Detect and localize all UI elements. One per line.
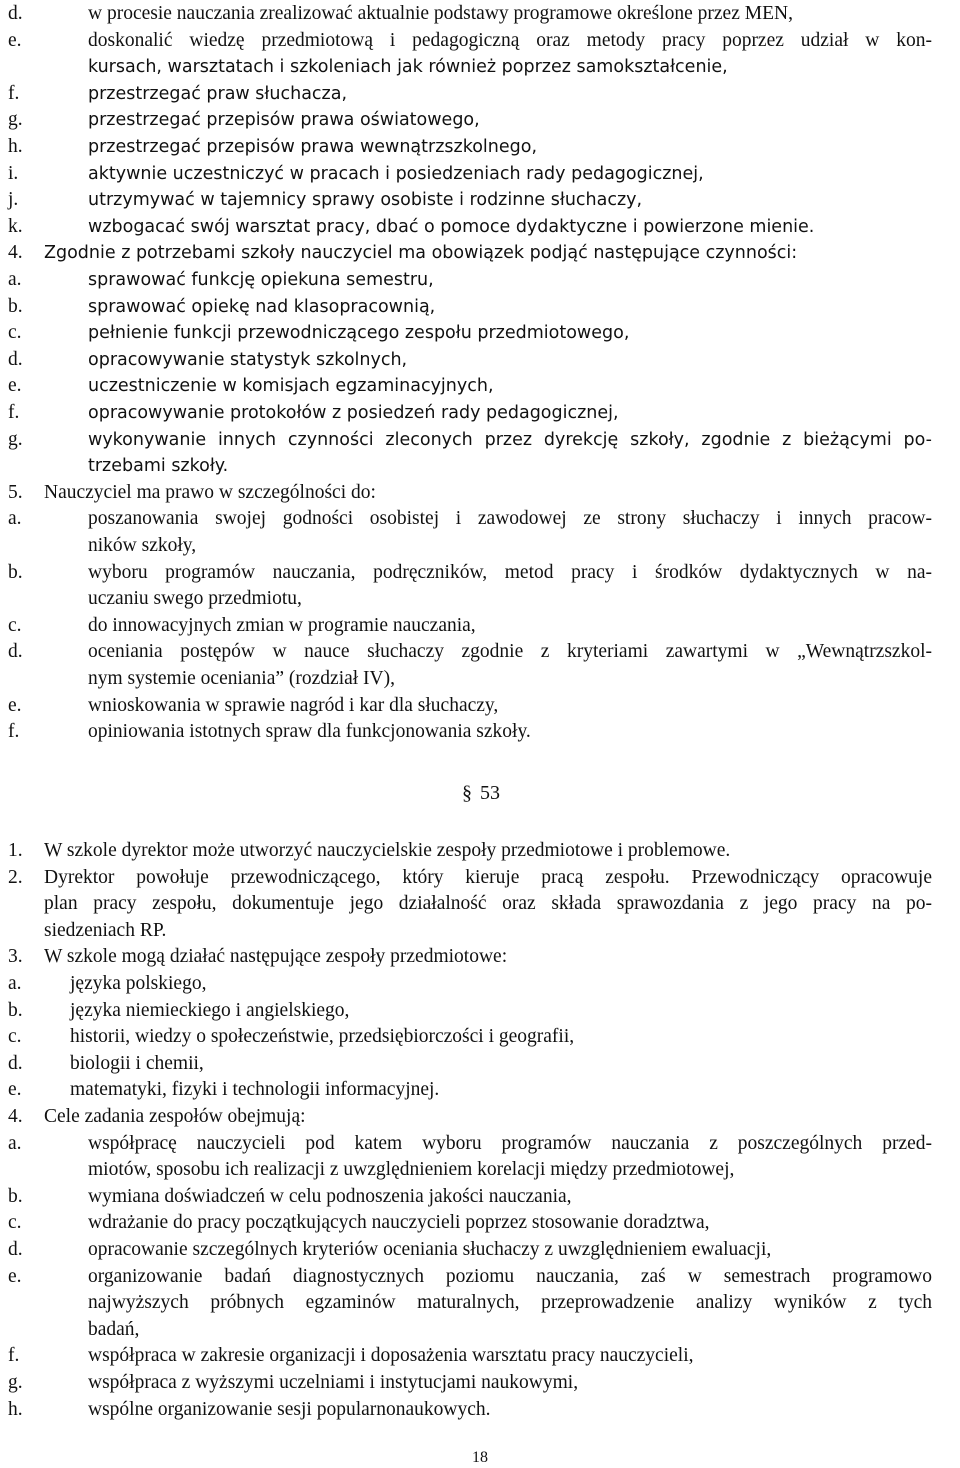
section-number: 53 — [480, 782, 500, 804]
list-item — [0, 427, 960, 453]
item-label: 4. — [8, 242, 23, 264]
item-text: sprawować opiekę nad klasopracownią, — [88, 296, 436, 317]
item-text: opracowywanie protokołów z posiedzeń rady pedagogicznej, — [88, 403, 619, 423]
item-text: do innowacyjnych zmian w programie nauczania, — [88, 614, 476, 636]
page-number: 18 — [472, 1449, 488, 1466]
list-item — [0, 666, 960, 692]
list-item — [0, 267, 960, 293]
item-label: c. — [8, 614, 22, 636]
list-item — [0, 1290, 960, 1316]
item-text: opracowywanie statystyk szkolnych, — [88, 349, 408, 370]
item-label: b. — [8, 1185, 23, 1207]
item-label: e. — [8, 375, 22, 397]
item-label: d. — [8, 348, 23, 370]
list-item — [0, 1077, 960, 1103]
list-item — [0, 1397, 960, 1423]
item-text: opracowanie szczególnych kryteriów oceniania słuchaczy z uwzględnieniem ewaluacji, — [88, 1239, 772, 1260]
list-item — [0, 1131, 960, 1157]
item-text: doskonalić wiedzę przedmiotową i pedagogiczną oraz metody pracy poprzez udział w kon- — [88, 29, 932, 51]
item-text: siedzeniach RP. — [44, 919, 167, 941]
item-label: b. — [8, 999, 23, 1021]
item-text: współpraca w zakresie organizacji i doposażenia warsztatu pracy nauczycieli, — [88, 1345, 694, 1367]
item-text: przestrzegać przepisów prawa oświatowego, — [88, 110, 480, 131]
list-item — [0, 506, 960, 532]
item-text: kursach, warsztatach i szkoleniach jak również poprzez samokształcenie, — [88, 57, 728, 78]
item-text: biologii i chemii, — [70, 1052, 204, 1074]
item-label: f. — [8, 721, 20, 743]
item-text: wdrażanie do pracy początkujących nauczycieli poprzez stosowanie doradztwa, — [88, 1212, 710, 1234]
item-label: f. — [8, 402, 20, 423]
list-item — [0, 560, 960, 586]
list-item — [0, 1343, 960, 1369]
list-item — [0, 944, 960, 970]
item-label: k. — [8, 215, 23, 237]
item-label: 5. — [8, 481, 23, 503]
item-text: Zgodnie z potrzebami szkoły nauczyciel ma obowiązek podjąć następujące czynności: — [44, 243, 798, 264]
list-item — [0, 998, 960, 1024]
list-item — [0, 613, 960, 639]
item-label: 2. — [8, 866, 23, 888]
item-text: wyboru programów nauczania, podręczników, metod pracy i środków dydaktycznych w na- — [88, 561, 932, 583]
item-label: a. — [8, 269, 22, 290]
item-text: Nauczyciel ma prawo w szczególności do: — [44, 481, 376, 503]
item-label: 3. — [8, 946, 23, 968]
item-text: uczaniu swego przedmiotu, — [88, 588, 302, 610]
item-text: trzebami szkoły. — [88, 456, 229, 477]
item-text: przestrzegać praw słuchacza, — [88, 83, 348, 104]
list-item — [0, 134, 960, 160]
item-text: aktywnie uczestniczyć w pracach i posiedzeniach rady pedagogicznej, — [88, 163, 704, 184]
item-text: wnioskowania w sprawie nagród i kar dla słuchaczy, — [88, 694, 499, 716]
item-text: miotów, sposobu ich realizacji z uwzględnieniem korelacji między przedmiotowej, — [88, 1159, 735, 1181]
list-item — [0, 28, 960, 54]
item-label: c. — [8, 1212, 22, 1234]
item-text: plan pracy zespołu, dokumentuje jego działalność oraz składa sprawozdania z jego pracy na po- — [44, 893, 932, 915]
item-label: e. — [8, 1265, 22, 1287]
item-text: oceniania postępów w nauce słuchaczy zgodnie z kryteriami zawartymi w „Wewnątrzszkol- — [88, 641, 932, 663]
item-label: a. — [8, 508, 22, 530]
item-text: badań, — [88, 1318, 140, 1340]
item-text: współpracę nauczycieli pod katem wyboru programów nauczania z poszczególnych przed- — [88, 1132, 932, 1154]
list-item — [0, 1317, 960, 1343]
list-item — [0, 453, 960, 479]
item-label: c. — [8, 1026, 22, 1048]
list-item — [0, 107, 960, 133]
item-text: utrzymywać w tajemnicy sprawy osobiste i rodzinne słuchaczy, — [88, 190, 643, 211]
item-text: W szkole mogą działać następujące zespoły przedmiotowe: — [44, 946, 508, 968]
list-item — [0, 480, 960, 506]
list-item — [0, 54, 960, 80]
list-item — [0, 865, 960, 891]
item-text: języka niemieckiego i angielskiego, — [70, 999, 350, 1021]
item-text: przestrzegać przepisów prawa wewnątrzszkolnego, — [88, 137, 538, 157]
item-label: c. — [8, 322, 22, 344]
item-label: g. — [8, 428, 23, 450]
item-label: f. — [8, 1345, 20, 1367]
list-item — [0, 240, 960, 266]
list-item — [0, 347, 960, 373]
item-text: najwyższych próbnych egzaminów maturalnych, przeprowadzenie analizy wyników z tych — [88, 1292, 932, 1314]
item-text: wzbogacać swój warsztat pracy, dbać o pomoce dydaktyczne i powierzone mienie. — [88, 216, 815, 237]
item-text: ników szkoły, — [88, 535, 197, 556]
item-label: d. — [8, 1052, 23, 1074]
list-item — [0, 161, 960, 187]
list-item — [0, 320, 960, 346]
item-label: h. — [8, 1398, 23, 1420]
item-text: Dyrektor powołuje przewodniczącego, który kieruje pracą zespołu. Przewodniczący opracowuje — [44, 866, 932, 888]
item-label: f. — [8, 82, 20, 104]
item-label: e. — [8, 29, 22, 51]
item-label: a. — [8, 1132, 22, 1154]
item-text: uczestniczenie w komisjach egzaminacyjnych, — [88, 376, 494, 397]
item-text: w procesie nauczania zrealizować aktualnie podstawy programowe określone przez MEN, — [88, 3, 793, 24]
item-label: e. — [8, 1079, 22, 1101]
item-label: 1. — [8, 840, 23, 861]
item-text: historii, wiedzy o społeczeństwie, przedsiębiorczości i geografii, — [70, 1026, 575, 1048]
list-item — [0, 294, 960, 320]
item-label: b. — [8, 561, 23, 583]
list-item — [0, 693, 960, 719]
item-label: h. — [8, 136, 23, 157]
list-item — [0, 971, 960, 997]
item-label: d. — [8, 3, 23, 24]
item-text: pełnienie funkcji przewodniczącego zespołu przedmiotowego, — [88, 323, 630, 344]
item-label: i. — [8, 162, 19, 184]
item-text: organizowanie badań diagnostycznych poziomu nauczania, zaś w semestrach programowo — [88, 1265, 932, 1287]
list-item — [0, 1370, 960, 1396]
list-item — [0, 838, 960, 864]
item-text: W szkole dyrektor może utworzyć nauczycielskie zespoły przedmiotowe i problemowe. — [44, 840, 731, 861]
list-item — [0, 1237, 960, 1263]
item-label: j. — [8, 189, 19, 211]
list-item — [0, 1264, 960, 1290]
list-item — [0, 373, 960, 399]
item-label: g. — [8, 1372, 23, 1393]
list-item — [0, 586, 960, 612]
item-label: e. — [8, 694, 22, 716]
list-item — [0, 187, 960, 213]
item-text: języka polskiego, — [70, 973, 207, 994]
item-text: Cele zadania zespołów obejmują: — [44, 1106, 306, 1127]
list-item — [0, 400, 960, 426]
item-text: sprawować funkcję opiekuna semestru, — [88, 270, 434, 290]
item-label: b. — [8, 295, 23, 317]
item-label: d. — [8, 641, 23, 663]
list-item — [0, 533, 960, 559]
item-label: 4. — [8, 1106, 23, 1127]
item-text: poszanowania swojej godności osobistej i zawodowej ze strony słuchaczy i innych pracow- — [88, 508, 932, 530]
item-text: opiniowania istotnych spraw dla funkcjonowania szkoły. — [88, 721, 531, 743]
list-item — [0, 719, 960, 745]
list-item — [0, 918, 960, 944]
list-item — [0, 1, 960, 27]
item-text: matematyki, fizyki i technologii informacyjnej. — [70, 1079, 440, 1101]
item-text: wymiana doświadczeń w celu podnoszenia jakości nauczania, — [88, 1185, 572, 1207]
list-item — [0, 639, 960, 665]
list-item — [0, 1184, 960, 1210]
item-label: d. — [8, 1239, 23, 1260]
list-item — [0, 81, 960, 107]
item-text: wykonywanie innych czynności zleconych przez dyrekcję szkoły, zgodnie z bieżącymi po- — [88, 429, 932, 450]
item-text: wspólne organizowanie sesji popularnonaukowych. — [88, 1398, 491, 1420]
item-label: a. — [8, 973, 22, 994]
item-label: g. — [8, 109, 23, 131]
list-item — [0, 1104, 960, 1130]
list-item — [0, 214, 960, 240]
section-mark: § — [462, 782, 472, 804]
list-item — [0, 891, 960, 917]
list-item — [0, 1157, 960, 1183]
list-item — [0, 1051, 960, 1077]
list-item — [0, 1210, 960, 1236]
item-text: współpraca z wyższymi uczelniami i instytucjami naukowymi, — [88, 1372, 579, 1393]
list-item — [0, 1024, 960, 1050]
item-text: nym systemie oceniania” (rozdział IV), — [88, 668, 396, 689]
